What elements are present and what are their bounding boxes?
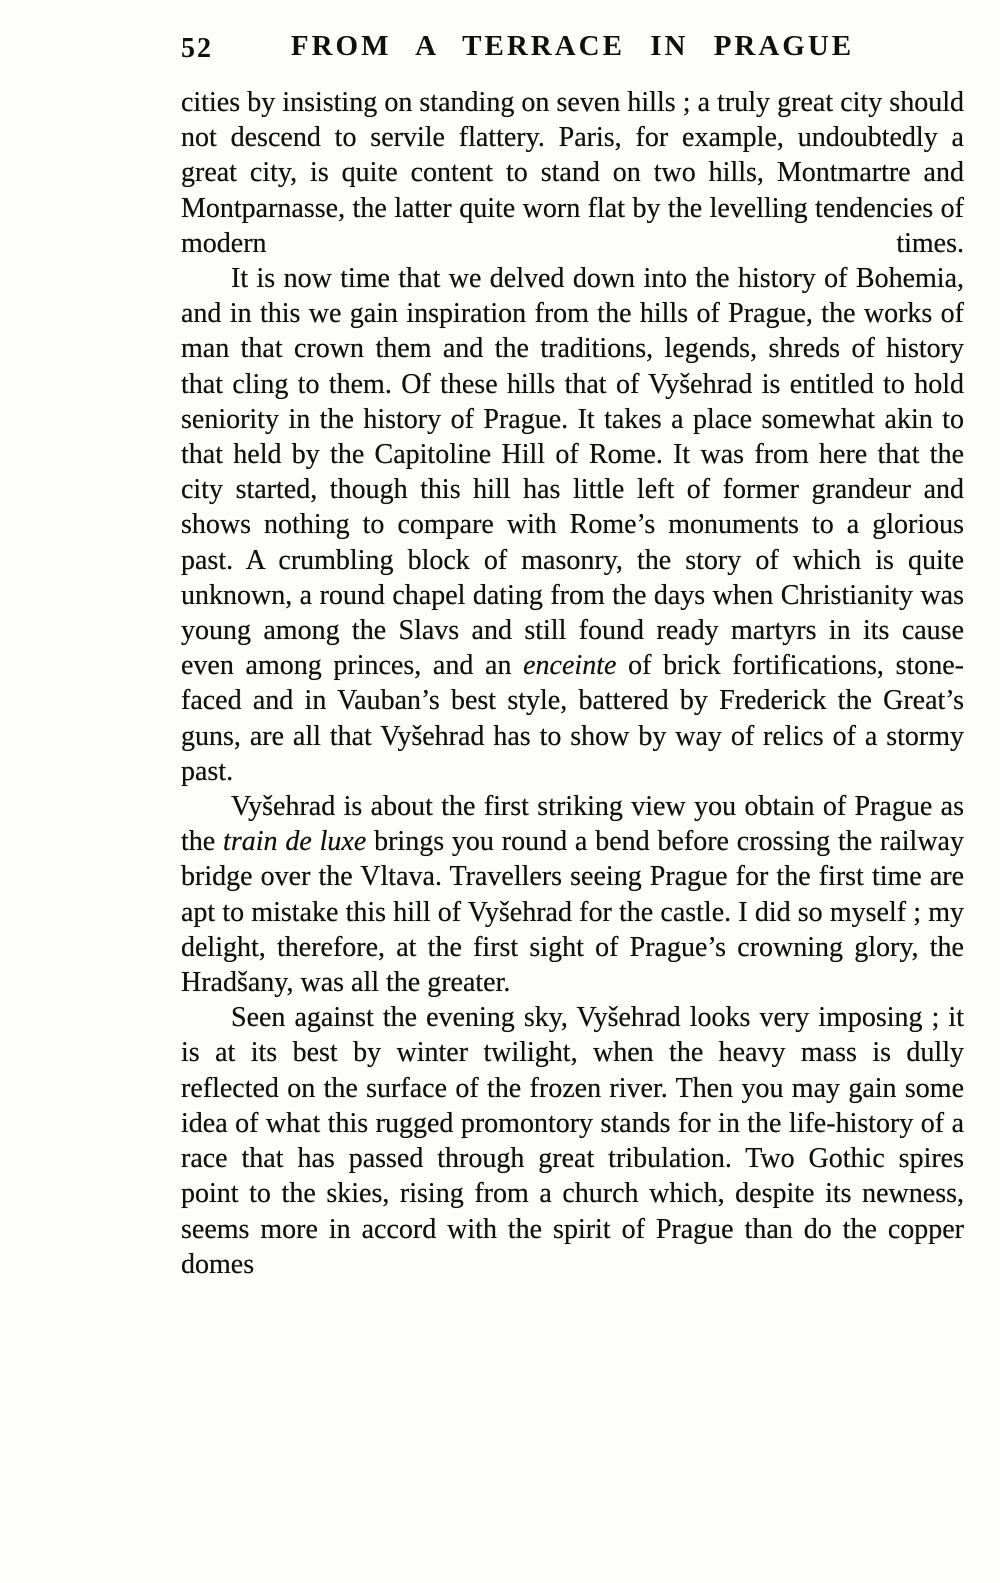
running-header	[181, 30, 964, 68]
text-run: brings you round a bend before crossing the railway bridge over the Vltava. Travellers seeing Prague for the first time are apt to mistake this hill of Vyšehrad for the castle. I did so myself ; my delight, therefore, at the first sight of Prague’s crowning glory, the Hradšany, was all the greater.	[181, 826, 964, 999]
text-run: cities by insisting on standing on seven hills ; a truly great city should not descend to servile flattery. Paris, for example, undoubtedly a great city, is quite content to stand on two hills, Montmartre and Montparnasse, the latter quite worn flat by the levelling tendencies of modern times.	[181, 87, 964, 259]
text-block	[181, 85, 964, 1282]
page-number: 52	[181, 33, 213, 64]
paragraph	[181, 1000, 964, 1282]
paragraph	[181, 85, 964, 261]
text-run: Vyšehrad is about the first striking view you obtain of Prague as the	[181, 791, 964, 858]
text-run: Seen against the evening sky, Vyšehrad looks very imposing ; it is at its best by winter twilight, when the heavy mass is dully reflected on the surface of the frozen river. Then you may gain some idea of what this rugged promontory stands for in the life-history of a race that has passed through great tribulation. Two Gothic spires point to the skies, rising from a church which, despite its newness, seems more in accord with the spirit of Prague than do the copper domes	[181, 1002, 964, 1280]
paragraph	[181, 261, 964, 789]
italic-text-run: enceinte	[523, 650, 617, 682]
text-run: It is now time that we delved down into the history of Bohemia, and in this we gain inspiration from the hills of Prague, the works of man that crown them and the traditions, legends, shreds of history that cling to them. Of these hills that of Vyšehrad is entitled to hold seniority in the history of Prague. It takes a place somewhat akin to that held by the Capitoline Hill of Rome. It was from here that the city started, though this hill has little left of former grandeur and shows nothing to compare with Rome’s monuments to a glorious past. A crumbling block of masonry, the story of which is quite unknown, a round chapel dating from the days when Christianity was young among the Slavs and still found ready martyrs in its cause even among princes, and an	[181, 263, 964, 682]
page-title: FROM A TERRACE IN PRAGUE	[290, 30, 855, 62]
paragraph	[181, 789, 964, 1000]
italic-text-run: train de luxe	[223, 826, 367, 858]
text-run: of brick fortifications, stone-faced and in Vauban’s best style, battered by Frederick the Great’s guns, are all that Vyšehrad has to show by way of relics of a stormy past.	[181, 650, 964, 787]
